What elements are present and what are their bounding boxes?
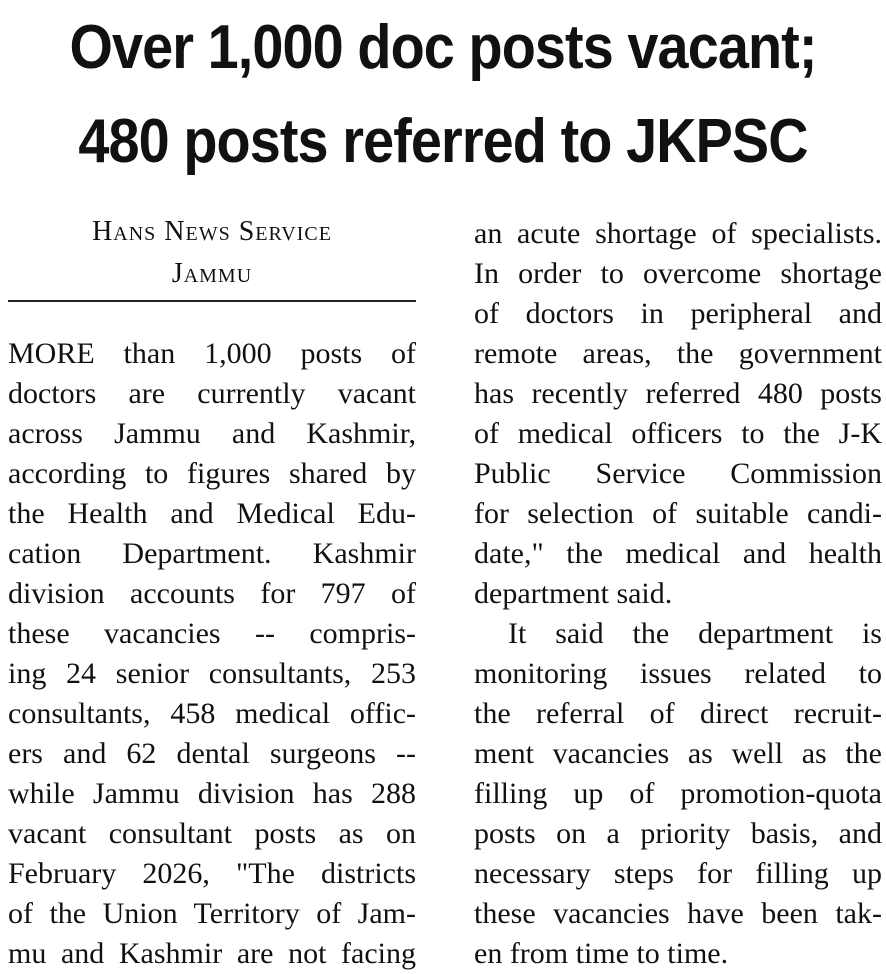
body-line: of the Union Territory of Jam- xyxy=(8,897,416,930)
byline-place: Jammu xyxy=(171,258,253,289)
body-line: ment vacancies as well as the xyxy=(474,737,882,770)
body-line: ing 24 senior consultants, 253 xyxy=(8,657,416,690)
body-line: vacant consultant posts as on xyxy=(8,817,416,850)
body-line: cation Department. Kashmir xyxy=(8,537,416,570)
body-line: February 2026, "The districts xyxy=(8,857,416,890)
article-column-right xyxy=(474,214,882,974)
body-line: for selection of suitable candi- xyxy=(474,497,882,530)
byline-agency: Hans News Service xyxy=(92,216,332,247)
byline-divider xyxy=(8,300,416,302)
body-line: mu and Kashmir are not facing xyxy=(8,937,416,970)
body-line: of doctors in peripheral and xyxy=(474,297,882,330)
body-line: Public Service Commission xyxy=(474,457,882,490)
body-line: department said. xyxy=(474,577,673,610)
body-line: posts on a priority basis, and xyxy=(474,817,882,850)
body-line: MORE than 1,000 posts of xyxy=(8,337,416,370)
body-line: necessary steps for filling up xyxy=(474,857,882,890)
body-line: according to figures shared by xyxy=(8,457,416,490)
body-line: remote areas, the government xyxy=(474,337,882,370)
body-line: en from time to time. xyxy=(474,937,729,970)
body-line: consultants, 458 medical offic- xyxy=(8,697,416,730)
body-line: the referral of direct recruit- xyxy=(474,697,882,730)
body-line: of medical officers to the J-K xyxy=(474,417,882,450)
body-line: division accounts for 797 of xyxy=(8,577,416,610)
body-line: date," the medical and health xyxy=(474,537,882,570)
body-line: doctors are currently vacant xyxy=(8,377,416,410)
body-line: while Jammu division has 288 xyxy=(8,777,416,810)
body-line: ers and 62 dental surgeons -- xyxy=(8,737,416,770)
article-column-left xyxy=(8,334,416,974)
headline-line-2: 480 posts referred to JKPSC xyxy=(78,107,808,176)
body-line: these vacancies -- compris- xyxy=(8,617,416,650)
body-line: filling up of promotion-quota xyxy=(474,777,882,810)
body-line: It said the department is xyxy=(508,617,882,650)
body-line: an acute shortage of specialists. xyxy=(474,217,882,250)
body-line: In order to overcome shortage xyxy=(474,257,882,290)
body-line: has recently referred 480 posts xyxy=(474,377,882,410)
body-line: monitoring issues related to xyxy=(474,657,882,690)
body-line: across Jammu and Kashmir, xyxy=(8,417,416,450)
headline-line-1: Over 1,000 doc posts vacant; xyxy=(69,13,817,82)
body-line: these vacancies have been tak- xyxy=(474,897,882,930)
body-line: the Health and Medical Edu- xyxy=(8,497,416,530)
